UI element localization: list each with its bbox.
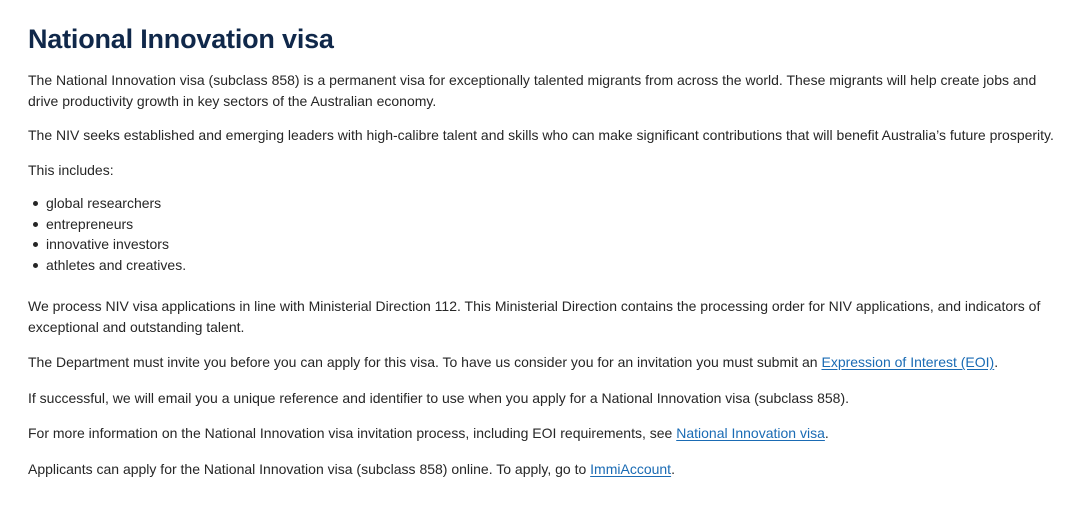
list-item: athletes and creatives. xyxy=(46,255,1060,276)
list-item: global researchers xyxy=(46,193,1060,214)
includes-list xyxy=(28,193,1060,275)
immiaccount-link[interactable]: ImmiAccount xyxy=(590,460,672,477)
seeks-paragraph: The NIV seeks established and emerging leaders with high-calibre talent and skills who can make significant contributions that will benefit Australia’s future prosperity. xyxy=(28,127,1054,143)
process-paragraph: We process NIV visa applications in line with Ministerial Direction 112. This Ministerial Direction contains the processing order for NIV applications, and indicators of exceptional and outstanding talent. xyxy=(28,298,1041,335)
apply-suffix: . xyxy=(671,460,675,477)
list-item: entrepreneurs xyxy=(46,214,1060,235)
list-item: innovative investors xyxy=(46,234,1060,255)
national-innovation-visa-link[interactable]: National Innovation visa xyxy=(676,425,825,441)
more-info-paragraph xyxy=(28,423,1060,444)
invite-text: The Department must invite you before you can apply for this visa. To have us consider you for an invitation you must submit an xyxy=(28,354,822,370)
eoi-link[interactable]: Expression of Interest (EOI) xyxy=(821,354,995,370)
intro-paragraph: The National Innovation visa (subclass 858) is a permanent visa for exceptionally talented migrants from across the world. These migrants will help create jobs and drive productivity growth in key sectors of the Australian economy. xyxy=(28,72,1037,109)
apply-text: Applicants can apply for the National Innovation visa (subclass 858) online. To apply, go to xyxy=(28,460,591,477)
includes-label: This includes: xyxy=(28,161,114,178)
invite-suffix: . xyxy=(994,354,999,370)
invite-paragraph xyxy=(28,352,1060,373)
page-title: National Innovation visa xyxy=(28,24,334,54)
apply-paragraph xyxy=(28,459,1060,480)
more-info-text: For more information on the National Innovation visa invitation process, including EOI requirements, see xyxy=(28,425,677,441)
success-paragraph: If successful, we will email you a unique reference and identifier to use when you apply for a National Innovation visa (subclass 858). xyxy=(28,389,850,406)
more-info-suffix: . xyxy=(824,425,829,441)
